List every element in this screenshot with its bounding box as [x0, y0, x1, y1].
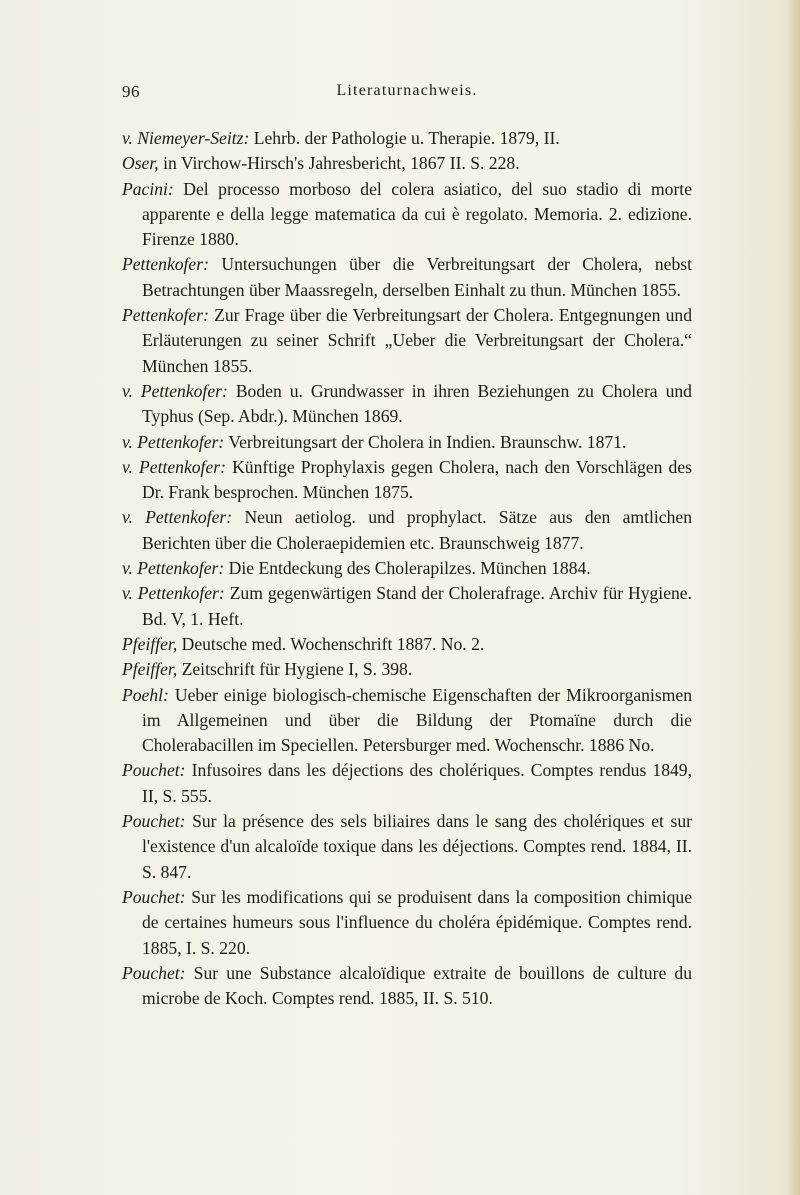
page-header: [122, 82, 692, 106]
reference-author: Poehl:: [122, 684, 169, 705]
reference-author: v. Pettenkofer:: [122, 507, 233, 528]
reference-author: Pacini:: [122, 178, 174, 199]
reference-author: Pouchet:: [122, 962, 186, 983]
reference-entry: [122, 581, 692, 632]
reference-text: Infusoires dans les déjections des cholériques. Comptes rendus 1849, II, S. 555.: [142, 760, 692, 806]
reference-entry: [122, 758, 692, 809]
reference-entry: [122, 809, 692, 885]
reference-entry: [122, 177, 692, 253]
reference-text: Untersuchungen über die Verbreitungsart der Cholera, nebst Betrachtungen über Maassregeln, derselben Einhalt zu thun. München 1855.: [142, 254, 692, 300]
reference-text: Sur la présence des sels biliaires dans le sang des cholériques et sur l'existence d'un alcaloïde toxique dans les déjections. Comptes rend. 1884, II. S. 847.: [142, 811, 692, 882]
reference-text: Die Entdeckung des Cholerapilzes. München 1884.: [228, 558, 591, 579]
page-edge-shadow: [786, 0, 800, 1195]
reference-author: Pouchet:: [122, 886, 186, 907]
reference-entry: [122, 961, 692, 1012]
reference-text: Ueber einige biologisch-chemische Eigenschaften der Mikroorganismen im Allgemeinen und über die Bildung der Ptomaïne durch die Cholerabacillen im Speciellen. Petersburger med. Wochenschr. 1886 No.: [142, 684, 692, 756]
reference-text: Deutsche med. Wochenschrift 1887. No. 2.: [181, 633, 485, 654]
reference-author: Pfeiffer,: [122, 659, 178, 680]
running-title: Literaturnachweis.: [336, 82, 478, 99]
reference-entry: [122, 430, 692, 455]
reference-author: v. Niemeyer-Seitz:: [122, 128, 250, 148]
reference-entry: [122, 252, 692, 303]
reference-entry: [122, 303, 692, 379]
reference-author: v. Pettenkofer:: [122, 431, 225, 452]
reference-text: Sur une Substance alcaloïdique extraite de bouillons de culture du microbe de Koch. Comptes rend. 1885, II. S. 510.: [142, 962, 693, 1009]
reference-entry: [122, 455, 692, 506]
reference-entry: [122, 632, 692, 657]
reference-text: Sur les modifications qui se produisent dans la composition chimique de certaines humeurs sous l'influence du choléra épidémique. Comptes rend. 1885, I. S. 220.: [142, 886, 692, 958]
reference-author: Pettenkofer:: [122, 254, 209, 275]
reference-entry: [122, 151, 692, 176]
reference-entry: [122, 556, 692, 581]
reference-author: Pouchet:: [122, 760, 186, 781]
page-number: 96: [122, 82, 140, 101]
reference-text: in Virchow-Hirsch's Jahresbericht, 1867 II. S. 228.: [163, 153, 520, 174]
reference-author: v. Pettenkofer:: [122, 558, 225, 579]
reference-entry: [122, 683, 692, 759]
reference-text: Neun aetiolog. und prophylact. Sätze aus den amtlichen Berichten über die Choleraepidemien etc. Braunschweig 1877.: [142, 507, 692, 553]
reference-text: Boden u. Grundwasser in ihren Beziehungen zu Cholera und Typhus (Sep. Abdr.). München 1869.: [142, 380, 692, 427]
reference-author: Pouchet:: [122, 811, 186, 832]
reference-author: v. Pettenkofer:: [122, 380, 228, 401]
reference-entry: [122, 505, 692, 556]
reference-entry: [122, 657, 692, 682]
reference-text: Zur Frage über die Verbreitungsart der Cholera. Entgegnungen und Erläuterungen zu seiner Schrift „Ueber die Verbreitungsart der Cholera.“ München 1855.: [142, 305, 692, 376]
reference-author: v. Pettenkofer:: [122, 456, 226, 477]
reference-entry: [122, 126, 692, 151]
reference-text: Künftige Prophylaxis gegen Cholera, nach den Vorschlägen des Dr. Frank besprochen. München 1875.: [142, 456, 692, 503]
reference-text: Del processo morboso del colera asiatico, del suo stadio di morte apparente e della legge matematica da cui è regolato. Memoria. 2. edizione. Firenze 1880.: [142, 178, 692, 250]
reference-text: Verbreitungsart der Cholera in Indien. Braunschw. 1871.: [228, 431, 627, 452]
reference-author: Oser,: [122, 153, 159, 174]
reference-author: Pettenkofer:: [122, 305, 209, 326]
reference-list: [122, 126, 692, 1011]
reference-author: Pfeiffer,: [122, 633, 178, 654]
reference-entry: [122, 379, 692, 430]
reference-text: Lehrb. der Pathologie u. Therapie. 1879, II.: [253, 128, 560, 148]
reference-entry: [122, 885, 692, 961]
reference-text: Zum gegenwärtigen Stand der Cholerafrage. Archiv für Hygiene. Bd. V, 1. Heft.: [142, 583, 693, 629]
reference-author: v. Pettenkofer:: [122, 583, 225, 604]
reference-text: Zeitschrift für Hygiene I, S. 398.: [181, 659, 413, 680]
